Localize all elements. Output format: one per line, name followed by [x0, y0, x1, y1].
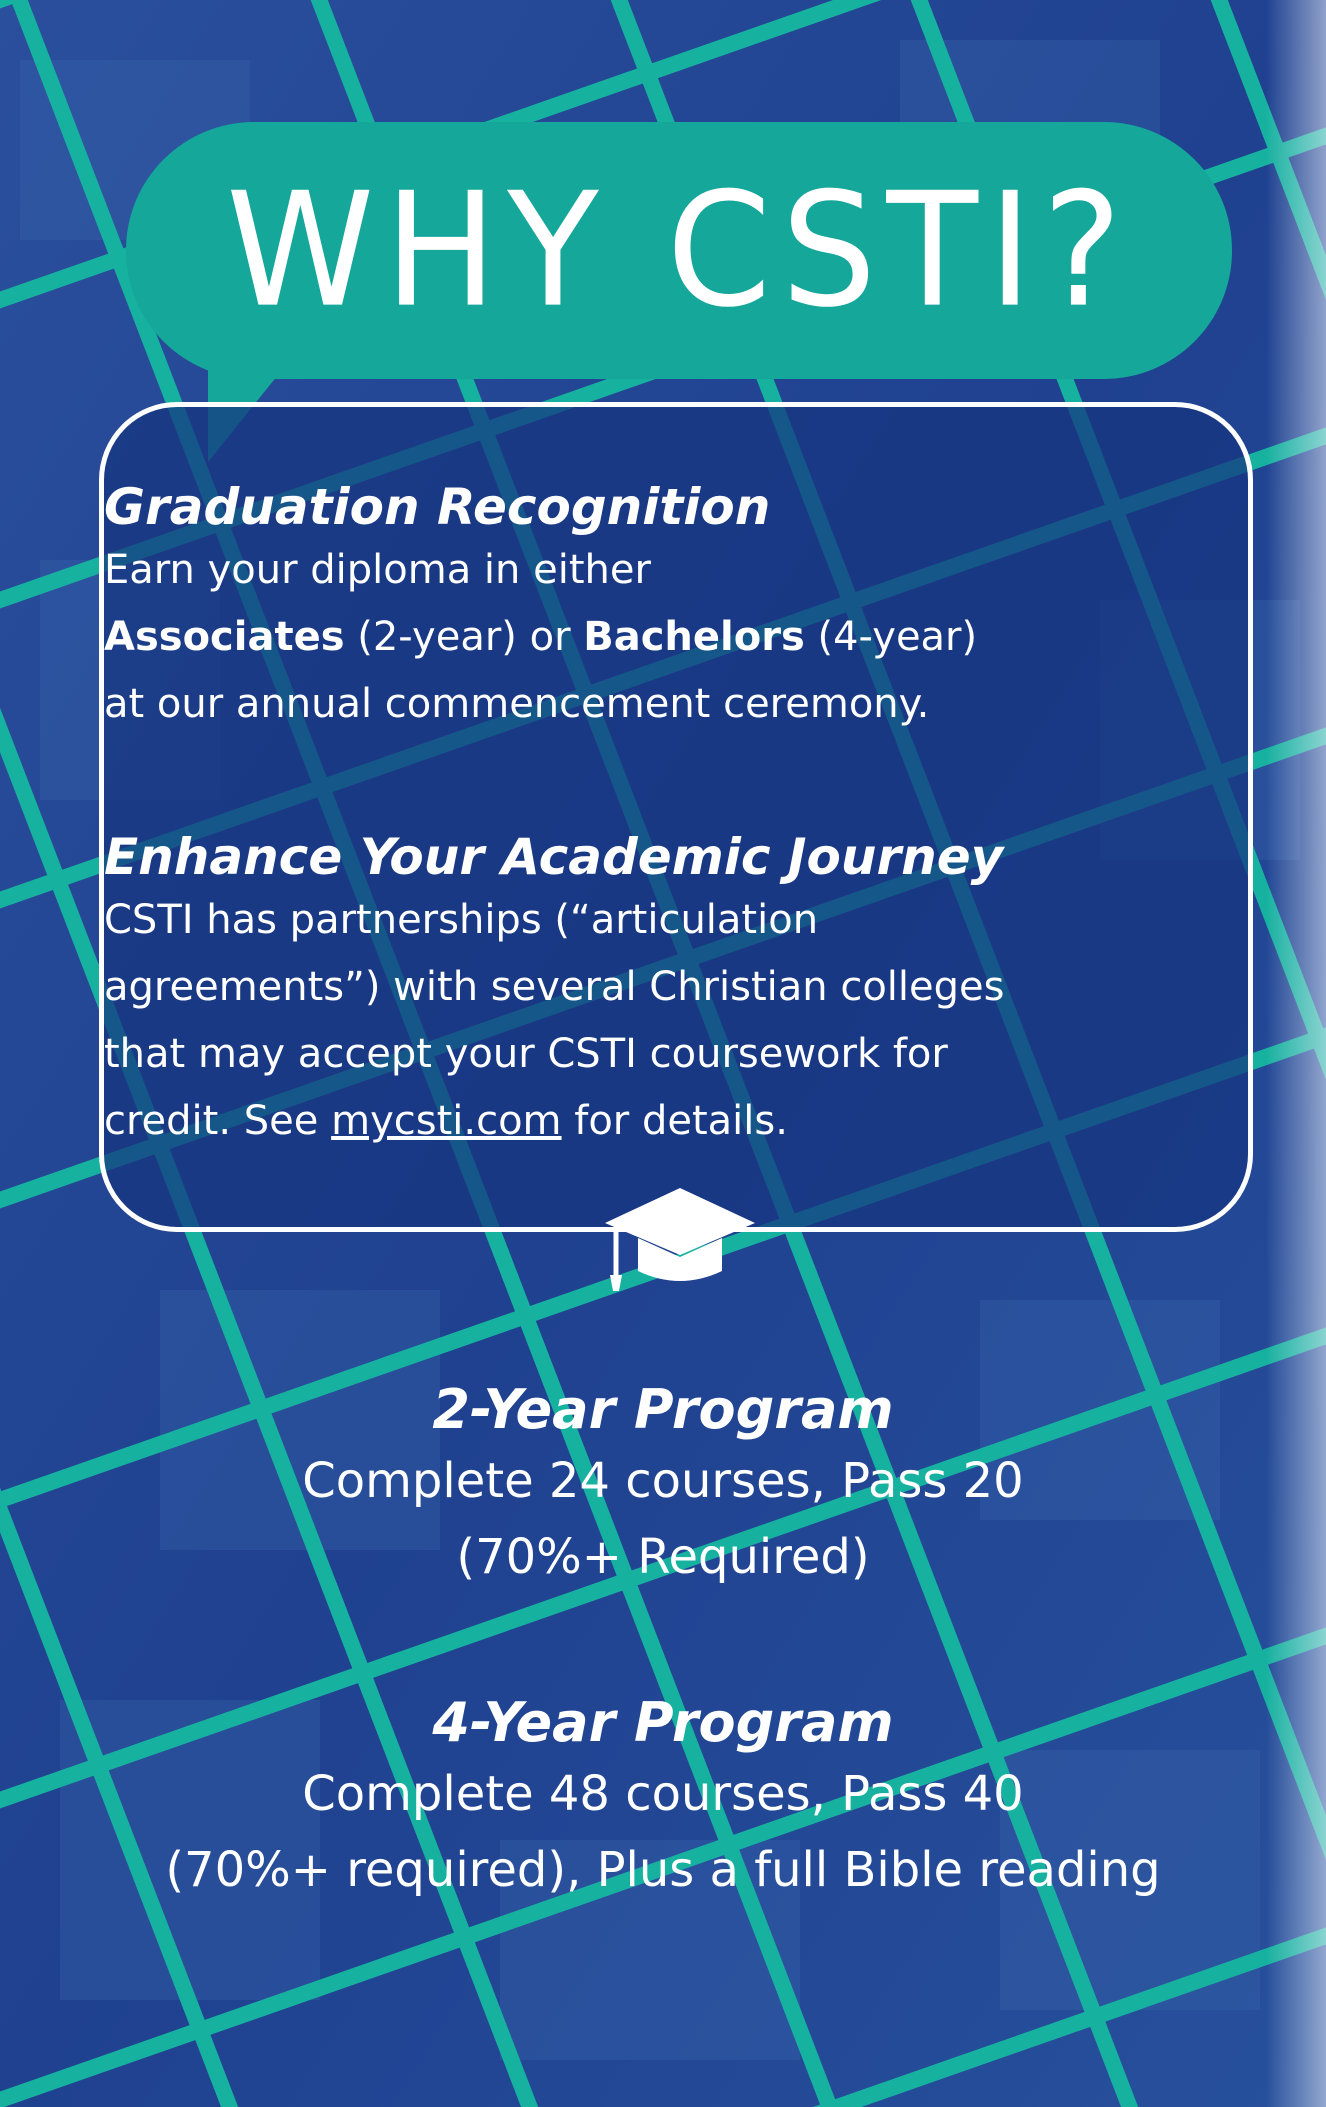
- journey-line-4: [104, 1088, 1248, 1155]
- two-year-program: [60, 1377, 1266, 1595]
- journey-title: Enhance Your Academic Journey: [104, 828, 1004, 886]
- bachelors-note: (4-year): [804, 614, 978, 660]
- journey-line-3: that may accept your CSTI coursework for: [104, 1031, 948, 1077]
- graduation-title: Graduation Recognition: [104, 478, 771, 536]
- graduation-line-1: Earn your diploma in either: [104, 547, 651, 593]
- right-edge-fade: [1266, 0, 1326, 2107]
- four-year-title: 4-Year Program: [432, 1691, 894, 1754]
- graduation-section: [104, 477, 1248, 738]
- journey-line-2: agreements”) with several Christian colleges: [104, 964, 1005, 1010]
- four-year-line-1: Complete 48 courses, Pass 40: [302, 1766, 1024, 1822]
- headline: WHY CSTI?: [226, 159, 1132, 342]
- mycsti-link[interactable]: mycsti.com: [331, 1098, 562, 1144]
- graduation-line-3: at our annual commencement ceremony.: [104, 681, 930, 727]
- journey-line-4-post: for details.: [561, 1098, 788, 1144]
- journey-line-4-pre: credit. See: [104, 1098, 332, 1144]
- info-card: [99, 402, 1253, 1232]
- graduation-cap-icon: [600, 1183, 760, 1293]
- two-year-line-1: Complete 24 courses, Pass 20: [302, 1453, 1024, 1509]
- associates-label: Associates: [104, 614, 345, 660]
- bachelors-label: Bachelors: [583, 614, 805, 660]
- four-year-program: [60, 1690, 1266, 1908]
- journey-section: [104, 827, 1248, 1155]
- four-year-line-2: (70%+ required), Plus a full Bible reading: [165, 1842, 1161, 1898]
- graduation-line-2: [104, 604, 1248, 671]
- two-year-line-2: (70%+ Required): [456, 1529, 870, 1585]
- journey-line-1: CSTI has partnerships (“articulation: [104, 897, 819, 943]
- associates-note: (2-year) or: [344, 614, 584, 660]
- two-year-title: 2-Year Program: [432, 1378, 894, 1441]
